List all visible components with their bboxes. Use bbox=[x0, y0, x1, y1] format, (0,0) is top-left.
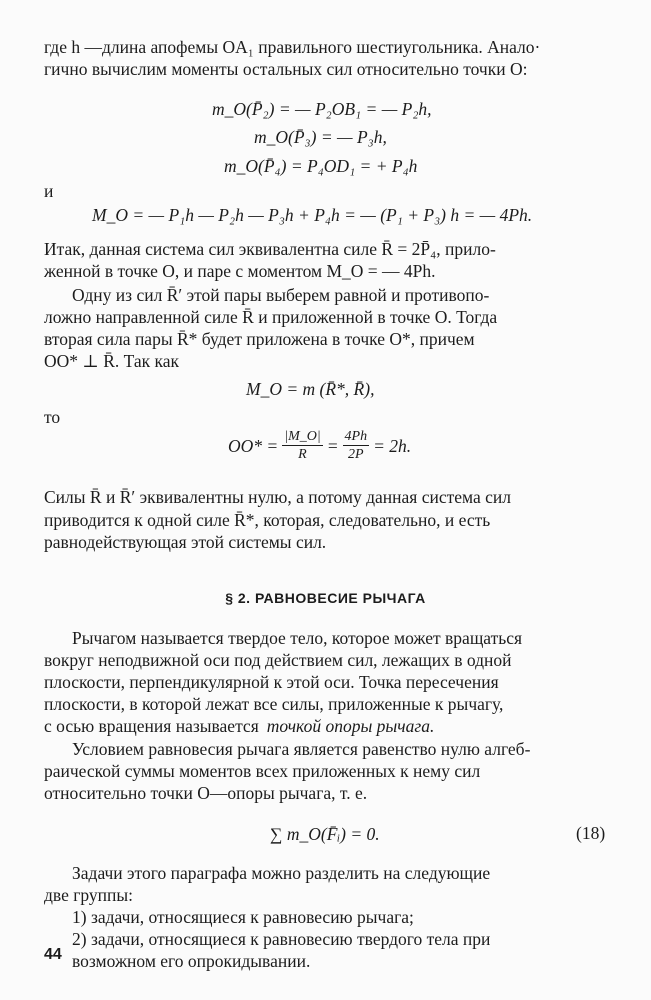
text-line: Одну из сил R̄′ этой пары выберем равной и противопо- bbox=[72, 285, 490, 305]
page-number: 44 bbox=[44, 946, 62, 963]
text-line: Условием равновесия рычага является равенство нулю алгеб- bbox=[72, 739, 531, 759]
text-line: вокруг неподвижной оси под действием сил, лежащих в одной bbox=[44, 650, 512, 670]
equation-mo-p2: m_O(P̄₂) = — P₂OB₁ = — P₂h, bbox=[212, 99, 432, 119]
word-and: и bbox=[44, 181, 54, 201]
equation-18: ∑ m_O(F̄ᵢ) = 0. bbox=[270, 824, 380, 844]
list-item: 2) задачи, относящиеся к равновесию твердого тела при bbox=[72, 929, 491, 949]
equation-oo-distance: OO* = $\frac{|M\_O|}{R}$ = $\frac{4Ph}{2P}$ = 2h. bbox=[228, 429, 412, 462]
text-line: Задачи этого параграфа можно разделить на следующие bbox=[72, 863, 491, 883]
text-line: ложно направленной силе R̄ и приложенной в точке O. Тогда bbox=[44, 307, 498, 327]
list-item: 1) задачи, относящиеся к равновесию рычага; bbox=[72, 907, 414, 927]
section-heading: § 2. РАВНОВЕСИЕ РЫЧАГА bbox=[225, 590, 426, 606]
text-line: относительно точки O—опоры рычага, т. е. bbox=[44, 783, 368, 803]
text-line: равнодействующая этой системы сил. bbox=[44, 532, 327, 552]
text-line: гично вычислим моменты остальных сил относительно точки O: bbox=[44, 59, 528, 79]
text-line: плоскости, перпендикулярной к этой оси. Точка пересечения bbox=[44, 672, 499, 692]
text-line: Силы R̄ и R̄′ эквивалентны нулю, а потому данная система сил bbox=[44, 487, 512, 507]
text-line: раической суммы моментов всех приложенных к нему сил bbox=[44, 761, 481, 781]
text-line: вторая сила пары R̄* будет приложена в точке O*, причем bbox=[44, 329, 475, 349]
text-line: с осью вращения называется точкой опоры рычага. bbox=[44, 716, 435, 736]
text-line: плоскости, в которой лежат все силы, приложенные к рычагу, bbox=[44, 694, 504, 714]
equation-number: (18) bbox=[576, 823, 606, 843]
equation-mo-p4: m_O(P̄₄) = P₄OD₁ = + P₄h bbox=[224, 156, 418, 176]
text-line: женной в точке O, и паре с моментом M_O = — 4Ph. bbox=[44, 261, 436, 281]
fraction-mo-over-r: $\frac{|M\_O|}{R}$ bbox=[284, 429, 321, 462]
text-line: Итак, данная система сил эквивалентна силе R̄ = 2P̄₄, прило- bbox=[44, 239, 496, 259]
word-then: то bbox=[44, 407, 61, 427]
text-line: OO* ⊥ R̄. Так как bbox=[44, 351, 180, 371]
list-item-continuation: возможном его опрокидывании. bbox=[72, 951, 311, 971]
text-line: приводится к одной силе R̄*, которая, следовательно, и есть bbox=[44, 510, 491, 530]
text-line: Рычагом называется твердое тело, которое может вращаться bbox=[72, 628, 523, 648]
equation-mo-pair: M_O = m (R̄*, R̄), bbox=[246, 379, 375, 399]
equation-total-moment: M_O = — P₁h — P₂h — P₃h + P₄h = — (P₁ + P₃) h = — 4Ph. bbox=[92, 205, 533, 225]
text-line: где h —длина апофемы OA₁ правильного шестиугольника. Анало· bbox=[44, 37, 541, 57]
equation-mo-p3: m_O(P̄₃) = — P₃h, bbox=[254, 127, 387, 147]
term-fulcrum: точкой опоры рычага. bbox=[266, 716, 435, 736]
text-line: две группы: bbox=[44, 885, 134, 905]
fraction-4ph-over-2p: $\frac{4Ph}{2P}$ bbox=[344, 429, 368, 462]
